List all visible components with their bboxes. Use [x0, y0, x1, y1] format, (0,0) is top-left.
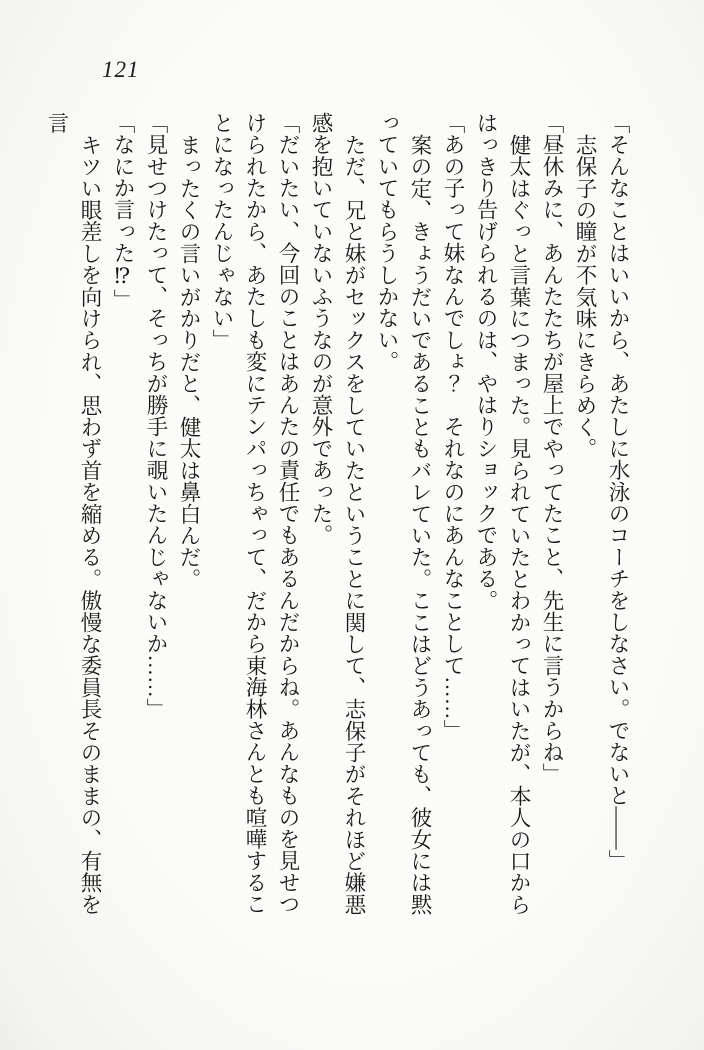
paragraph-5: 「あの子って妹なんでしょ？ それなのにあんなことして……」: [441, 112, 465, 742]
paragraph-12: キツい眼差しを向けられ、思わず首を縮める。傲慢な委員長そのままの、有無を言: [45, 112, 102, 915]
paragraph-1: 「そんなことはいいから、あたしに水泳のコーチをしなさい。でないと――」: [606, 112, 630, 872]
paragraph-3: 「昼休みに、あんたたちが屋上でやってたこと、先生に言うからね」: [540, 112, 564, 785]
paragraph-9: まったくの言いがかりだと、健太は鼻白んだ。: [177, 133, 201, 590]
text-block: [40, 112, 634, 930]
page-number: 121: [102, 57, 140, 82]
paragraph-2: 志保子の瞳が不気味にきらめく。: [573, 133, 597, 459]
paragraph-8: 「だいたい、今回のことはあんたの責任でもあるんだからね。あんなものを見せつけられたから、あたしも変にテンパっちゃって、だから東海林さんとも喧嘩することになったんじゃない」: [210, 112, 300, 915]
paragraph-4: 健太はぐっと言葉につまった。見られていたとわかってはいたが、本人の口からはっきり告げられるのは、やはりショックである。: [474, 112, 531, 915]
paragraph-7: ただ、兄と妹がセックスをしていたということに関して、志保子がそれほど嫌悪感を抱いていないふうなのが意外であった。: [309, 112, 366, 915]
paragraph-10: 「見せつけたって、そっちが勝手に覗いたんじゃないか……」: [144, 112, 168, 720]
paragraph-11: 「なにか言った⁉」: [111, 112, 135, 311]
paragraph-6: 案の定、きょうだいであることもバレていた。ここはどうあっても、彼女には黙っていてもらうしかない。: [375, 112, 432, 915]
